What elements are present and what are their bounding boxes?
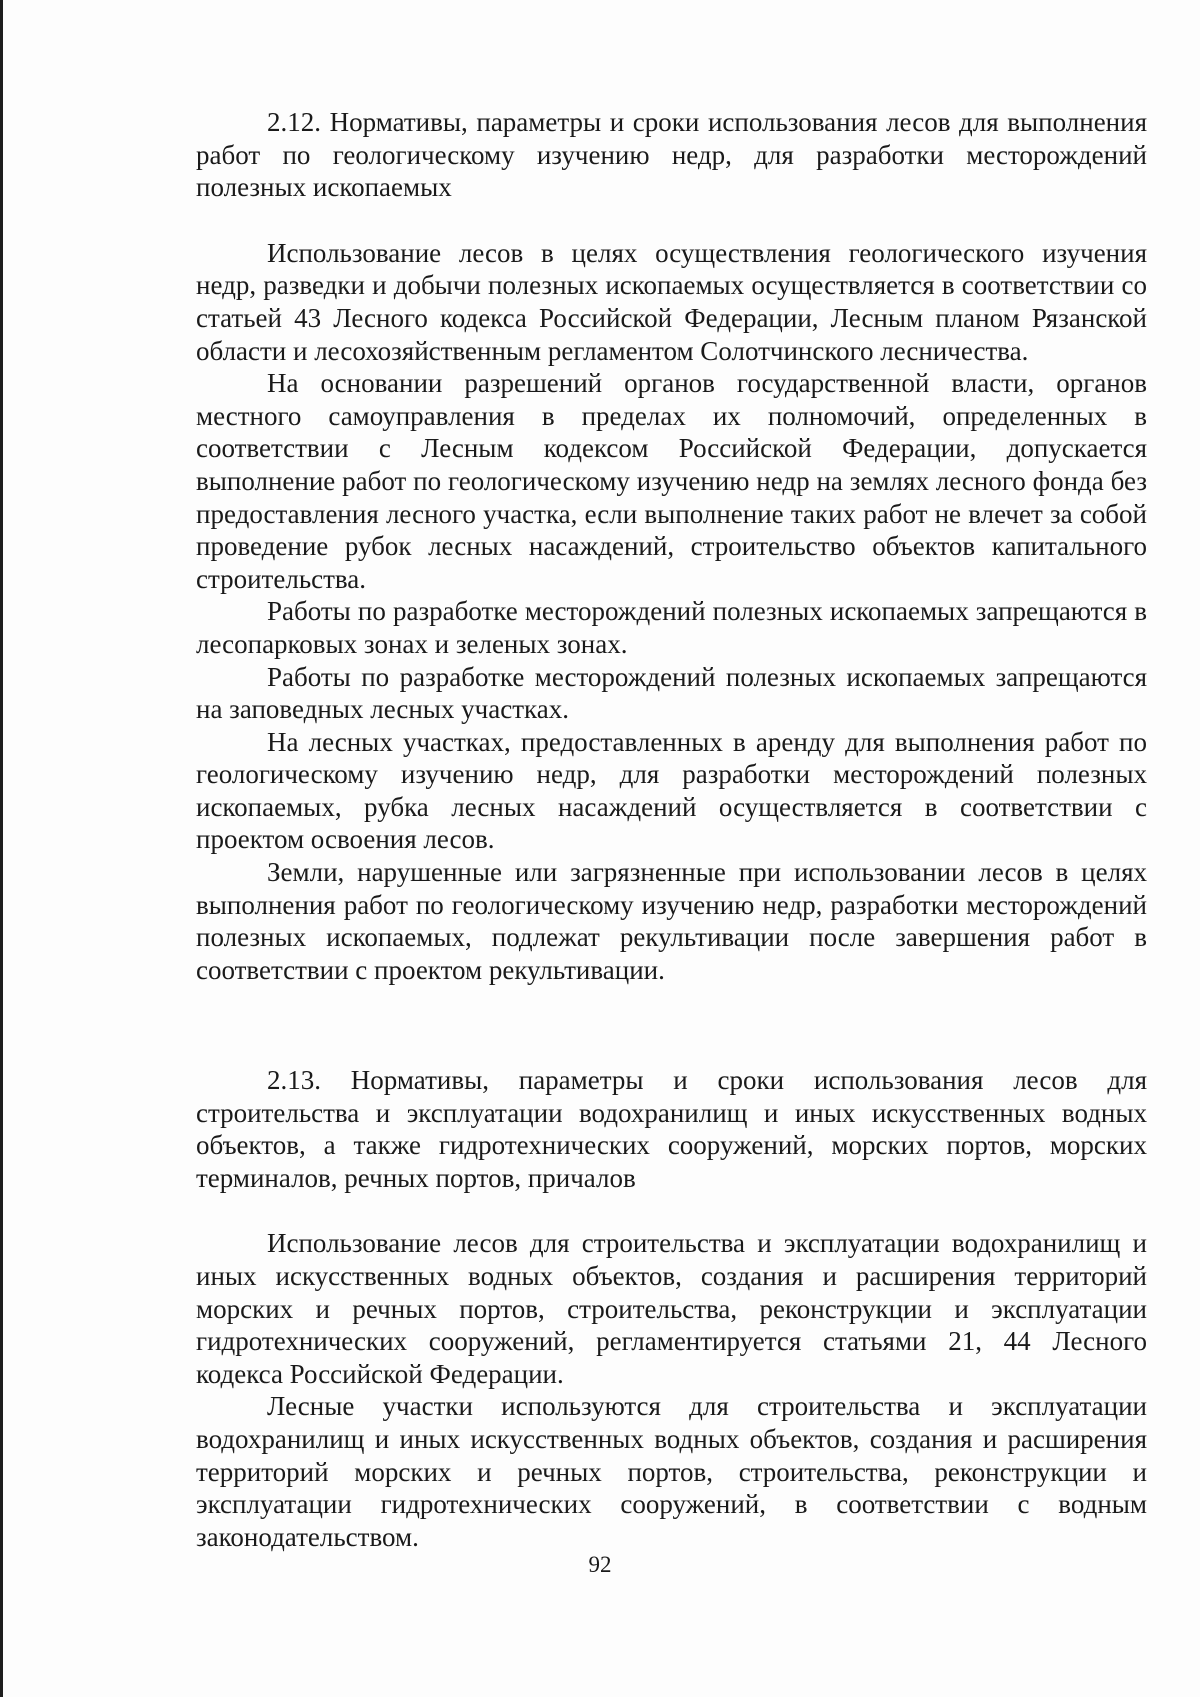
paragraph: Использование лесов в целях осуществления геологического изучения недр, разведки и добычи полезных ископаемых осуществляется в соответствии со статьей 43 Лесного кодекса Российской Федерации, Лесным планом Рязанской области и лесохозяйственным регламентом Солотчинского лесничества. — [196, 237, 1147, 366]
section-2-12 — [196, 106, 1147, 986]
heading-spacer — [196, 1194, 1147, 1227]
paragraph: Работы по разработке месторождений полезных ископаемых запрещаются на заповедных лесных участках. — [196, 661, 1147, 725]
section-heading: 2.12. Нормативы, параметры и сроки использования лесов для выполнения работ по геологическому изучению недр, для разработки месторождений полезных ископаемых — [196, 107, 1147, 203]
paragraph: На основании разрешений органов государственной власти, органов местного самоуправления в пределах их полномочий, определенных в соответствии с Лесным кодексом Российской Федерации, допускается выполнение работ по геологическому изучению недр на землях лесного фонда без предоставления лесного участка, если выполнение таких работ не влечет за собой проведение рубок лесных насаждений, строительство объектов капитального строительства. — [196, 368, 1147, 594]
paragraph: На лесных участках, предоставленных в аренду для выполнения работ по геологическому изучению недр, для разработки месторождений полезных ископаемых, рубка лесных насаждений осуществляется в соответствии с проектом освоения лесов. — [196, 726, 1147, 855]
section-2-13 — [196, 1064, 1147, 1553]
page-number: 92 — [588, 1552, 612, 1577]
paragraph: Использование лесов для строительства и эксплуатации водохранилищ и иных искусственных водных объектов, создания и расширения территорий морских и речных портов, строительства, реконструкции и эксплуатации гидротехнических сооружений, регламентируется статьями 21, 44 Лесного кодекса Российской Федерации. — [196, 1228, 1147, 1389]
heading-spacer — [196, 204, 1147, 237]
scan-edge-border — [0, 0, 3, 1697]
paragraph: Работы по разработке месторождений полезных ископаемых запрещаются в лесопарковых зонах и зеленых зонах. — [196, 596, 1147, 659]
paragraph: Лесные участки используются для строительства и эксплуатации водохранилищ и иных искусственных водных объектов, создания и расширения территорий морских и речных портов, строительства, реконструкции и эксплуатации гидротехнических сооружений, в соответствии с водным законодательством. — [196, 1391, 1147, 1552]
paragraph: Земли, нарушенные или загрязненные при использовании лесов в целях выполнения работ по геологическому изучению недр, разработки месторождений полезных ископаемых, подлежат рекультивации после завершения работ в соответствии с проектом рекультивации. — [196, 857, 1147, 985]
section-heading: 2.13. Нормативы, параметры и сроки использования лесов для строительства и эксплуатации водохранилищ и иных искусственных водных объектов, а также гидротехнических сооружений, морских портов, морских терминалов, речных портов, причалов — [196, 1065, 1147, 1193]
